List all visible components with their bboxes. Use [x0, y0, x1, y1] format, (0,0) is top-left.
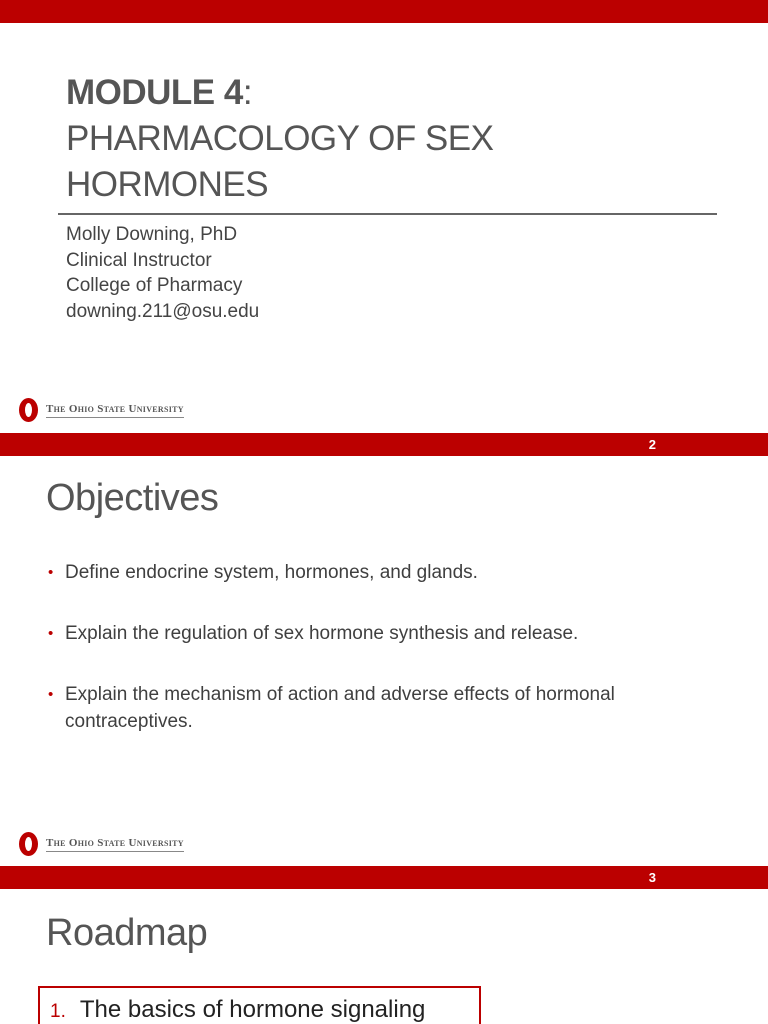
slide-roadmap [0, 866, 768, 1024]
slide-heading: Objectives [46, 477, 219, 519]
slide-top-bar [0, 433, 768, 456]
title-line-3: HORMONES [66, 165, 269, 204]
osu-logo [19, 832, 184, 856]
roadmap-item-number: 1. [50, 1001, 66, 1022]
bullet-icon: • [48, 686, 54, 703]
slide-title-text [66, 70, 706, 208]
bullet-icon: • [48, 564, 54, 581]
objective-text: Explain the regulation of sex hormone synthesis and release. [65, 623, 579, 644]
page-number: 2 [648, 437, 656, 452]
list-item [48, 620, 688, 647]
osu-logo-text: The Ohio State University [46, 403, 184, 418]
title-divider [58, 213, 717, 215]
block-o-icon [19, 832, 38, 856]
osu-logo-text: The Ohio State University [46, 837, 184, 852]
objective-text: Explain the mechanism of action and adverse effects of hormonal contraceptives. [65, 684, 615, 732]
roadmap-item [50, 996, 425, 1024]
slide-title [0, 0, 768, 433]
title-colon: : [242, 73, 253, 112]
slide-top-bar [0, 0, 768, 23]
list-item [48, 559, 688, 586]
objective-text: Define endocrine system, hormones, and glands. [65, 562, 478, 583]
bullet-icon: • [48, 625, 54, 642]
author-title: Clinical Instructor [66, 249, 212, 271]
roadmap-item-label: The basics of hormone signaling [79, 996, 426, 1023]
roadmap-highlight-box [38, 986, 481, 1024]
author-email: downing.211@osu.edu [66, 300, 260, 322]
slide-objectives [0, 433, 768, 866]
osu-logo [19, 398, 184, 422]
slide-heading: Roadmap [46, 912, 208, 954]
page-number: 3 [648, 870, 656, 885]
list-item [48, 681, 688, 735]
author-name: Molly Downing, PhD [66, 224, 238, 245]
module-label: MODULE 4 [66, 73, 243, 112]
author-block [66, 222, 259, 324]
title-line-2: PHARMACOLOGY OF SEX [66, 119, 494, 158]
slide-top-bar [0, 866, 768, 889]
block-o-icon [19, 398, 38, 422]
objectives-list [48, 559, 688, 769]
author-college: College of Pharmacy [66, 275, 243, 296]
